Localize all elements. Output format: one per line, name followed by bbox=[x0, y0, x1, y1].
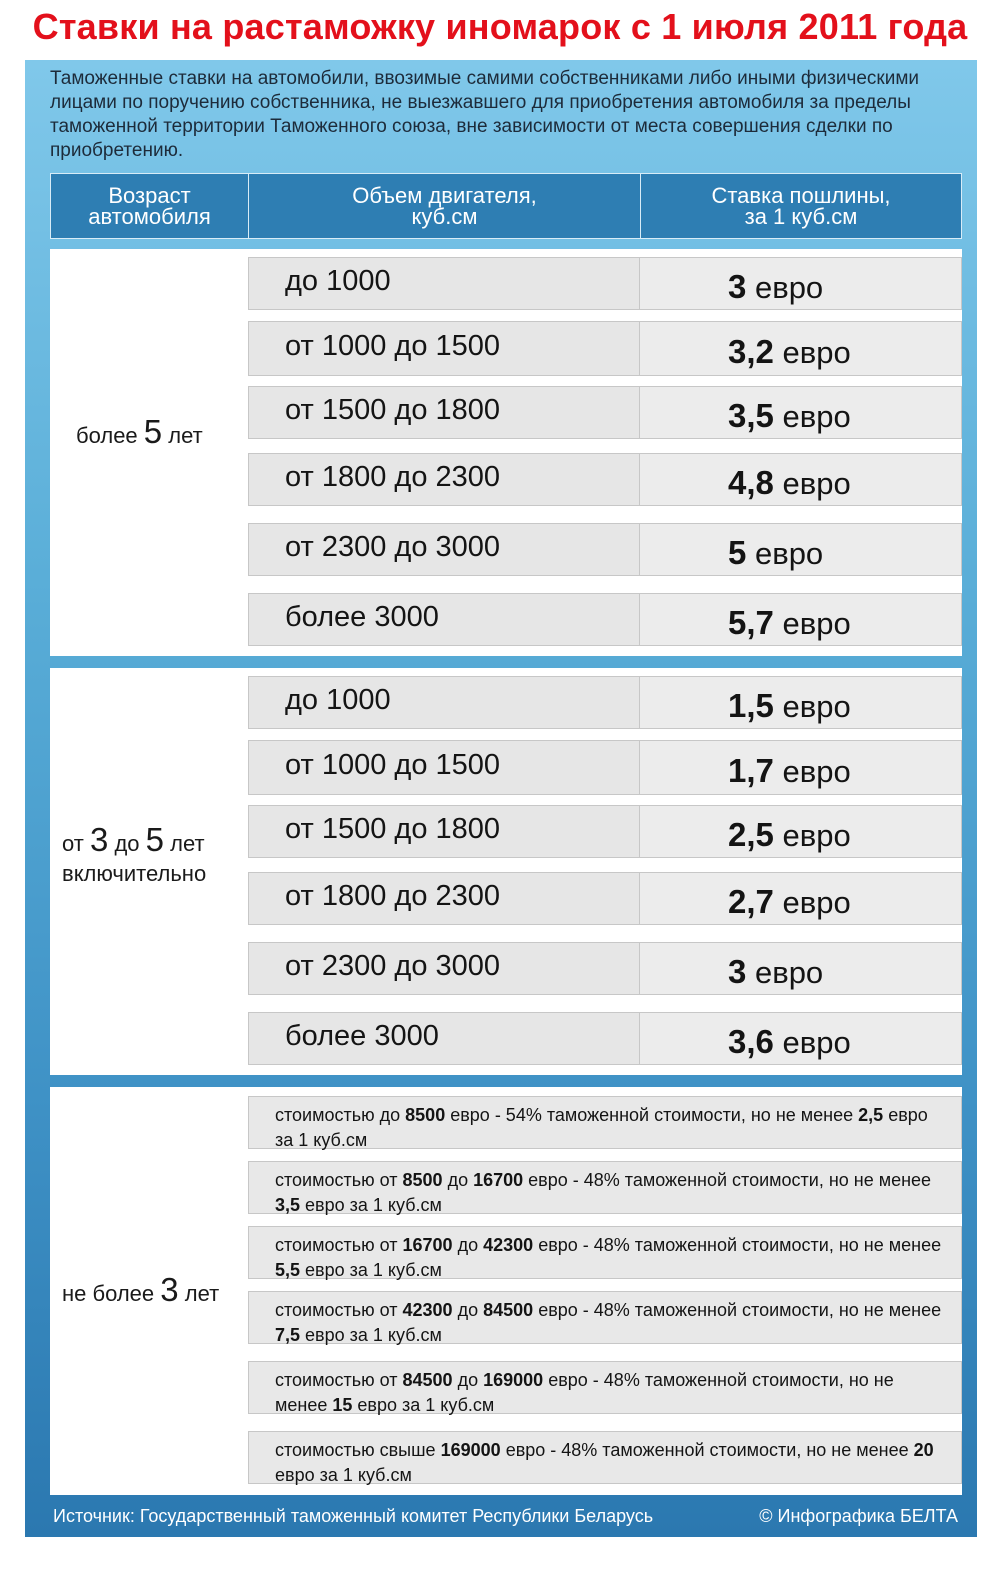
table-header bbox=[50, 173, 962, 239]
intro-text: Таможенные ставки на автомобили, ввозимые самими собственниками либо иными физическими лицами по поручению собственника, не выезжавшего для приобретения автомобиля за пределы таможенной территории Таможенного союза, вне зависимости от места совершения сделки по приобретению. bbox=[50, 68, 920, 161]
from3to5-volume-cell: более 3000 bbox=[248, 1012, 640, 1065]
from3to5-volume-cell: от 2300 до 3000 bbox=[248, 942, 640, 995]
from3to5-rate-cell: 2,7 евро bbox=[640, 872, 962, 925]
page-title: Ставки на растаможку иномарок с 1 июля 2011 года bbox=[32, 6, 968, 47]
over5-rate-cell: 5,7 евро bbox=[640, 593, 962, 646]
header-age: Возраст автомобиля bbox=[51, 174, 249, 238]
value-rate-row: стоимостью от 8500 до 16700 евро - 48% таможенной стоимости, но не менее 3,5 евро за 1 куб.см bbox=[248, 1161, 962, 1214]
from3to5-rate-cell: 3,6 евро bbox=[640, 1012, 962, 1065]
from3to5-rate-cell: 1,5 евро bbox=[640, 676, 962, 729]
from3to5-rate-cell: 2,5 евро bbox=[640, 805, 962, 858]
value-rate-row: стоимостью свыше 169000 евро - 48% таможенной стоимости, но не менее 20 евро за 1 куб.см bbox=[248, 1431, 962, 1484]
over5-volume-cell: от 1500 до 1800 bbox=[248, 386, 640, 439]
header-volume: Объем двигателя, куб.см bbox=[249, 174, 641, 238]
from3to5-rate-cell: 3 евро bbox=[640, 942, 962, 995]
over5-volume-cell: от 2300 до 3000 bbox=[248, 523, 640, 576]
section-over-5-years bbox=[50, 249, 962, 656]
from3to5-volume-cell: до 1000 bbox=[248, 676, 640, 729]
over5-rate-cell: 5 евро bbox=[640, 523, 962, 576]
from3to5-volume-cell: от 1500 до 1800 bbox=[248, 805, 640, 858]
source-note: Источник: Государственный таможенный комитет Республики Беларусь bbox=[53, 1506, 654, 1526]
section-up-to-3-years bbox=[50, 1087, 962, 1495]
over5-volume-cell: от 1000 до 1500 bbox=[248, 321, 640, 376]
age-label-3-to-5: от 3 до 5 лет включительно bbox=[62, 821, 207, 886]
from3to5-rate-cell: 1,7 евро bbox=[640, 740, 962, 795]
age-label-up-to-3: не более 3 лет bbox=[62, 1271, 220, 1308]
value-rate-row: стоимостью от 16700 до 42300 евро - 48% таможенной стоимости, но не менее 5,5 евро за 1 куб.см bbox=[248, 1226, 962, 1279]
over5-rate-cell: 3,5 евро bbox=[640, 386, 962, 439]
from3to5-volume-cell: от 1000 до 1500 bbox=[248, 740, 640, 795]
over5-volume-cell: от 1800 до 2300 bbox=[248, 453, 640, 506]
header-rate: Ставка пошлины, за 1 куб.см bbox=[711, 183, 891, 229]
value-rate-row: стоимостью от 84500 до 169000 евро - 48% таможенной стоимости, но не менее 15 евро за 1 куб.см bbox=[248, 1361, 962, 1414]
over5-rate-cell: 3,2 евро bbox=[640, 321, 962, 376]
value-rate-row: стоимостью до 8500 евро - 54% таможенной стоимости, но не менее 2,5 евро за 1 куб.см bbox=[248, 1096, 962, 1149]
from3to5-volume-cell: от 1800 до 2300 bbox=[248, 872, 640, 925]
over5-rate-cell: 4,8 евро bbox=[640, 453, 962, 506]
credit-note: © Инфографика БЕЛТА bbox=[759, 1506, 958, 1526]
over5-rate-cell: 3 евро bbox=[640, 257, 962, 310]
value-rate-row: стоимостью от 42300 до 84500 евро - 48% таможенной стоимости, но не менее 7,5 евро за 1 куб.см bbox=[248, 1291, 962, 1344]
age-label-over-5: более 5 лет bbox=[76, 413, 203, 450]
over5-volume-cell: более 3000 bbox=[248, 593, 640, 646]
over5-volume-cell: до 1000 bbox=[248, 257, 640, 310]
section-3-to-5-years bbox=[50, 668, 962, 1075]
